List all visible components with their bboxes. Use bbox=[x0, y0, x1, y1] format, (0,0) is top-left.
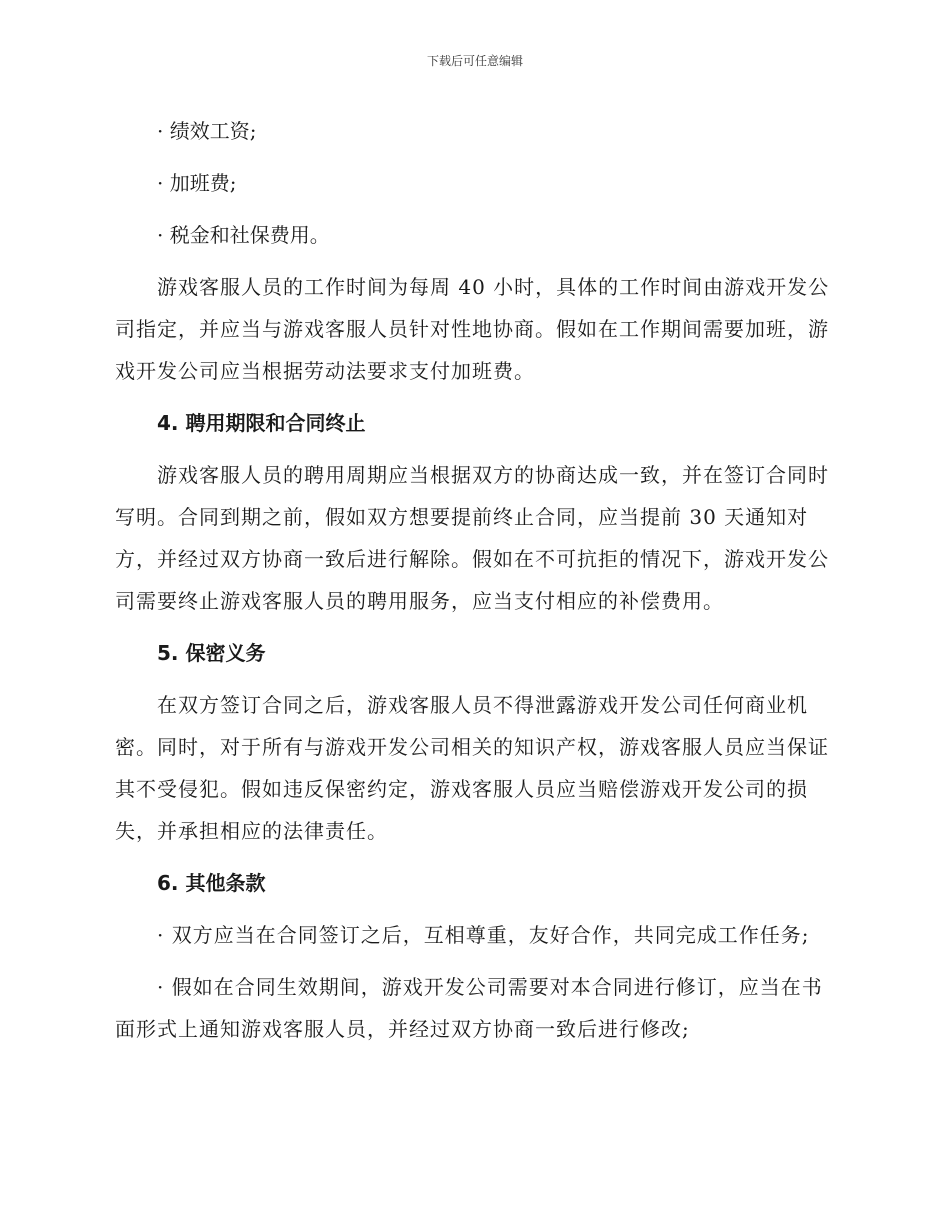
document-body bbox=[115, 110, 837, 1060]
bullet-tax-social-insurance: · 税金和社保费用。 bbox=[157, 223, 330, 247]
section-heading-term: 4. 聘用期限和合同终止 bbox=[157, 411, 366, 435]
section-heading-confidentiality: 5. 保密义务 bbox=[157, 641, 266, 665]
paragraph-term: 游戏客服人员的聘用周期应当根据双方的协商达成一致，并在签订合同时写明。合同到期之前，假如双方想要提前终止合同，应当提前 30 天通知对方，并经过双方协商一致后进行解除。假如在不可抗拒的情况下，游戏开发公司需要终止游戏客服人员的聘用服务，应当支付相应的补偿费用。 bbox=[115, 463, 829, 613]
bullet-mutual-respect: · 双方应当在合同签订之后，互相尊重，友好合作，共同完成工作任务; bbox=[157, 923, 810, 947]
section-heading-other-terms: 6. 其他条款 bbox=[157, 871, 266, 895]
paragraph-confidentiality: 在双方签订合同之后，游戏客服人员不得泄露游戏开发公司任何商业机密。同时，对于所有与游戏开发公司相关的知识产权，游戏客服人员应当保证其不受侵犯。假如违反保密约定，游戏客服人员应当赔偿游戏开发公司的损失，并承担相应的法律责任。 bbox=[115, 693, 829, 843]
paragraph-working-hours: 游戏客服人员的工作时间为每周 40 小时，具体的工作时间由游戏开发公司指定，并应当与游戏客服人员针对性地协商。假如在工作期间需要加班，游戏开发公司应当根据劳动法要求支付加班费。 bbox=[115, 275, 830, 383]
bullet-overtime-pay: · 加班费; bbox=[157, 171, 237, 195]
bullet-performance-pay: · 绩效工资; bbox=[157, 119, 257, 143]
bullet-contract-revision: · 假如在合同生效期间，游戏开发公司需要对本合同进行修订，应当在书面形式上通知游戏客服人员，并经过双方协商一致后进行修改; bbox=[115, 975, 823, 1041]
page-header: 下载后可任意编辑 bbox=[426, 54, 523, 68]
